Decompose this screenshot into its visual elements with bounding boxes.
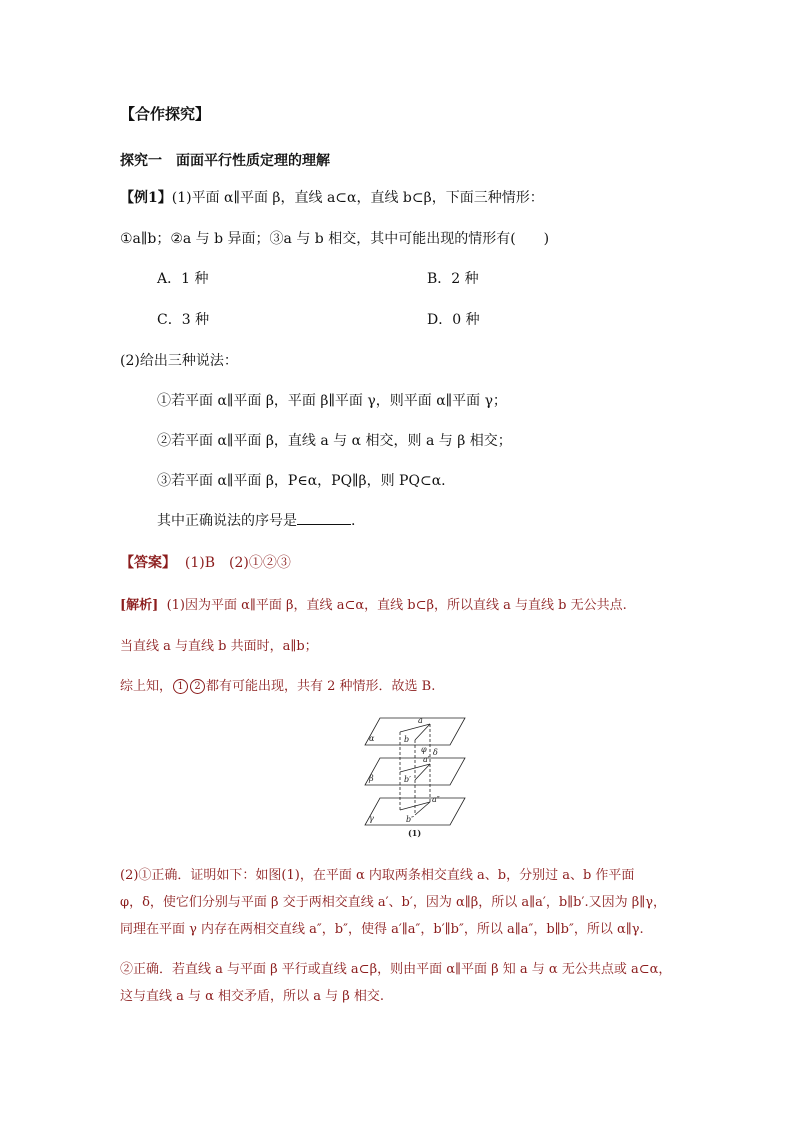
analysis-l3-pre: 综上知， bbox=[120, 679, 173, 694]
option-b: B．2 种 bbox=[427, 271, 479, 287]
analysis-line-2: 当直线 a 与直线 b 共面时，a∥b； bbox=[120, 639, 318, 654]
figure-caption: (1) bbox=[408, 828, 422, 838]
option-c: C．3 种 bbox=[157, 312, 210, 328]
statement-3: ③若平面 α∥平面 β，P∈α，PQ∥β，则 PQ⊂α. bbox=[157, 473, 446, 489]
line-a bbox=[400, 724, 430, 732]
label-a: a bbox=[418, 716, 423, 725]
label-b: b bbox=[404, 735, 410, 744]
example-1-line-2: ①a∥b；②a 与 b 异面；③a 与 b 相交，其中可能出现的情形有( ) bbox=[120, 231, 550, 247]
circled-number-2: 2 bbox=[190, 679, 205, 694]
analysis-text-1: (1)因为平面 α∥平面 β，直线 a⊂α，直线 b⊂β，所以直线 a 与直线 b 无公共点. bbox=[166, 598, 627, 613]
answer-line bbox=[120, 552, 291, 572]
example-1-text: (1)平面 α∥平面 β，直线 a⊂α，直线 b⊂β，下面三种情形： bbox=[171, 190, 544, 206]
label-delta: δ bbox=[433, 748, 438, 757]
subsection-heading: 探究一 面面平行性质定理的理解 bbox=[120, 153, 330, 169]
analysis-part3-line-2: 这与直线 a 与 α 相交矛盾，所以 a 与 β 相交. bbox=[120, 989, 384, 1004]
analysis-part2-line-1: (2)①正确．证明如下：如图(1)，在平面 α 内取两条相交直线 a、b，分别过 a、b 作平面 bbox=[120, 868, 635, 883]
label-phi: φ bbox=[421, 745, 427, 754]
answer-blank bbox=[297, 512, 351, 525]
label-gamma: γ bbox=[369, 814, 374, 823]
analysis-part2-line-2: φ，δ，使它们分别与平面 β 交于两相交直线 a′、b′，因为 α∥β，所以 a∥a′，b∥b′.又因为 β∥γ， bbox=[120, 895, 666, 910]
label-a-double-prime: a″ bbox=[432, 795, 440, 804]
part-2-intro: (2)给出三种说法： bbox=[120, 353, 238, 369]
analysis-line-1 bbox=[120, 594, 627, 613]
analysis-l3-post: 都有可能出现，共有 2 种情形．故选 B. bbox=[206, 679, 436, 694]
label-b-double-prime: b″ bbox=[406, 815, 415, 824]
option-a: A．1 种 bbox=[157, 271, 209, 287]
label-beta: β bbox=[369, 774, 374, 783]
question-text: 其中正确说法的序号是 bbox=[157, 513, 297, 529]
analysis-part2-line-3: 同理在平面 γ 内存在两相交直线 a″，b″，使得 a′∥a″，b′∥b″，所以 a∥a″，b∥b″，所以 α∥γ. bbox=[120, 922, 644, 937]
circled-number-1: 1 bbox=[173, 679, 188, 694]
section-title: 【合作探究】 bbox=[120, 105, 211, 123]
analysis-line-3 bbox=[120, 675, 435, 694]
statement-2: ②若平面 α∥平面 β，直线 a 与 α 相交，则 a 与 β 相交； bbox=[157, 433, 512, 449]
label-b-prime: b′ bbox=[404, 775, 411, 784]
analysis-label: [解析] bbox=[120, 598, 159, 613]
question-line bbox=[157, 510, 355, 530]
planes-figure bbox=[360, 710, 470, 840]
option-d: D．0 种 bbox=[427, 312, 480, 328]
answer-text: (1)B (2)①②③ bbox=[184, 555, 291, 571]
label-a-prime: a′ bbox=[423, 755, 430, 764]
example-1-line-1 bbox=[120, 187, 544, 207]
analysis-part3-line-1: ②正确．若直线 a 与平面 β 平行或直线 a⊂β，则由平面 α∥平面 β 知 a 与 α 无公共点或 a⊂α， bbox=[120, 962, 672, 977]
answer-label: 【答案】 bbox=[120, 555, 176, 571]
label-alpha: α bbox=[369, 734, 375, 743]
example-label: 【例1】 bbox=[120, 190, 172, 206]
question-end: . bbox=[351, 513, 356, 529]
statement-1: ①若平面 α∥平面 β，平面 β∥平面 γ，则平面 α∥平面 γ； bbox=[157, 393, 507, 409]
